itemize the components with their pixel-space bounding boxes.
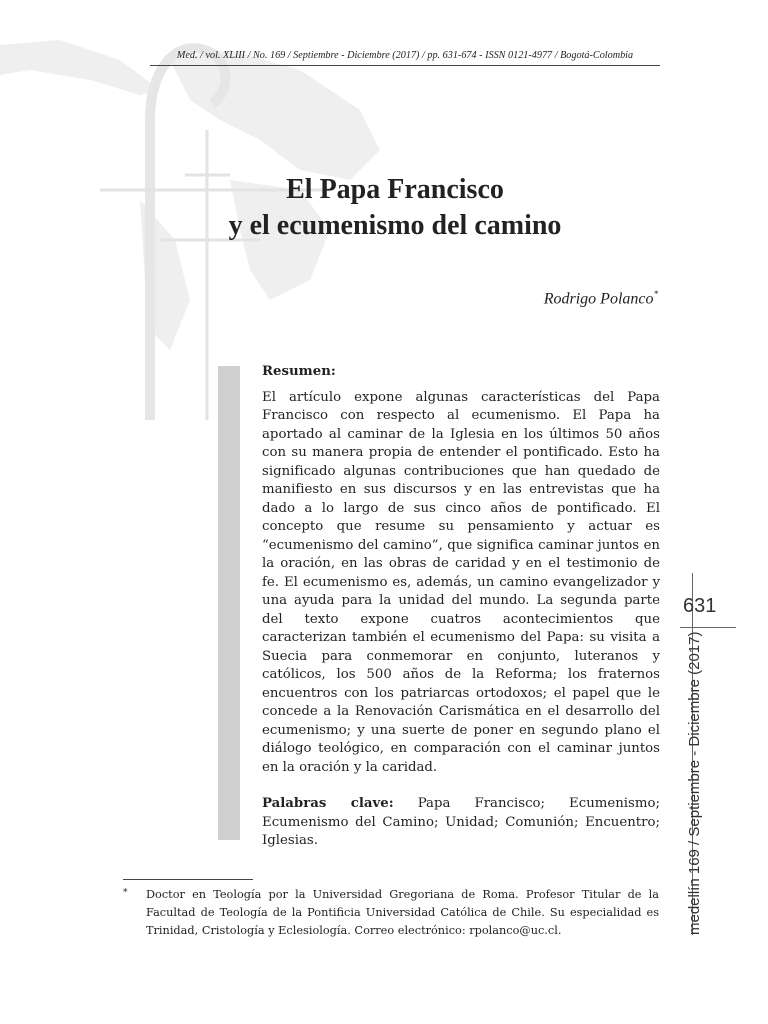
- article-title-line-1: El Papa Francisco: [286, 174, 504, 205]
- abstract-text: El artículo expone algunas características del Papa Francisco con respecto al ecumenismo. El Papa ha aportado al caminar de la Iglesia en los últimos 50 años con su manera propia de entender el pontificado. Esto ha significado algunas contribuciones que han quedado de manifiesto en sus discursos y en las entrevistas que ha dado a lo largo de sus cinco años de pontificado. El concepto que resume su pensamiento y actuar es “ecumenismo del camino”, que significa caminar juntos en la oración, en las obras de caridad y en el testimonio de fe. El ecumenismo es, además, un camino evangelizador y una ayuda para la unidad del mundo. La segunda parte del texto expone cuatros acontecimientos que caracterizan también el ecumenismo del Papa: su visita a Suecia para conmemorar en conjunto, luteranos y católicos, los 500 años de la Reforma; los fraternos encuentros con los patriarcas ortodoxos; el papel que le concede a la Renovación Carismática en el desarrollo del ecumenismo; y una suerte de poner en segundo plano el diálogo teológico, en comparación con el caminar juntos en la oración y la caridad.: [262, 389, 660, 775]
- author-name: Rodrigo Polanco: [543, 290, 654, 308]
- abstract-heading: Resumen:: [262, 364, 336, 379]
- keywords-label: Palabras clave:: [262, 796, 394, 811]
- header-divider: [150, 65, 660, 66]
- keywords-list: Papa Francisco; Ecumenismo; Ecumenismo del Camino; Unidad; Comunión; Encuentro; Iglesias.: [262, 796, 660, 848]
- page-number: 631: [683, 595, 717, 617]
- keywords: [262, 795, 660, 851]
- footnote: [123, 886, 659, 940]
- journal-citation-header: Med. / vol. XLIII / No. 169 / Septiembre - Diciembre (2017) / pp. 631-674 - ISSN 0121-4977 / Bogotá-Colombia: [176, 50, 634, 61]
- footnote-mark: *: [123, 888, 128, 898]
- author-footnote-mark: *: [653, 289, 658, 299]
- article-title: [140, 172, 650, 244]
- abstract-block: [262, 363, 660, 851]
- footnote-divider: [123, 879, 253, 880]
- article-author: [544, 289, 658, 308]
- page-number-rule: [680, 627, 736, 628]
- abstract-side-bar: [218, 366, 240, 840]
- article-title-line-2: y el ecumenismo del camino: [228, 210, 562, 241]
- journal-spine-text: medellín 169 / Septiembre - Diciembre (2017): [686, 631, 703, 935]
- footnote-text: Doctor en Teología por la Universidad Gregoriana de Roma. Profesor Titular de la Facultad de Teología de la Pontificia Universidad Católica de Chile. Su especialidad es Trinidad, Cristología y Eclesiología. Correo electrónico: rpolanco@uc.cl.: [146, 888, 659, 937]
